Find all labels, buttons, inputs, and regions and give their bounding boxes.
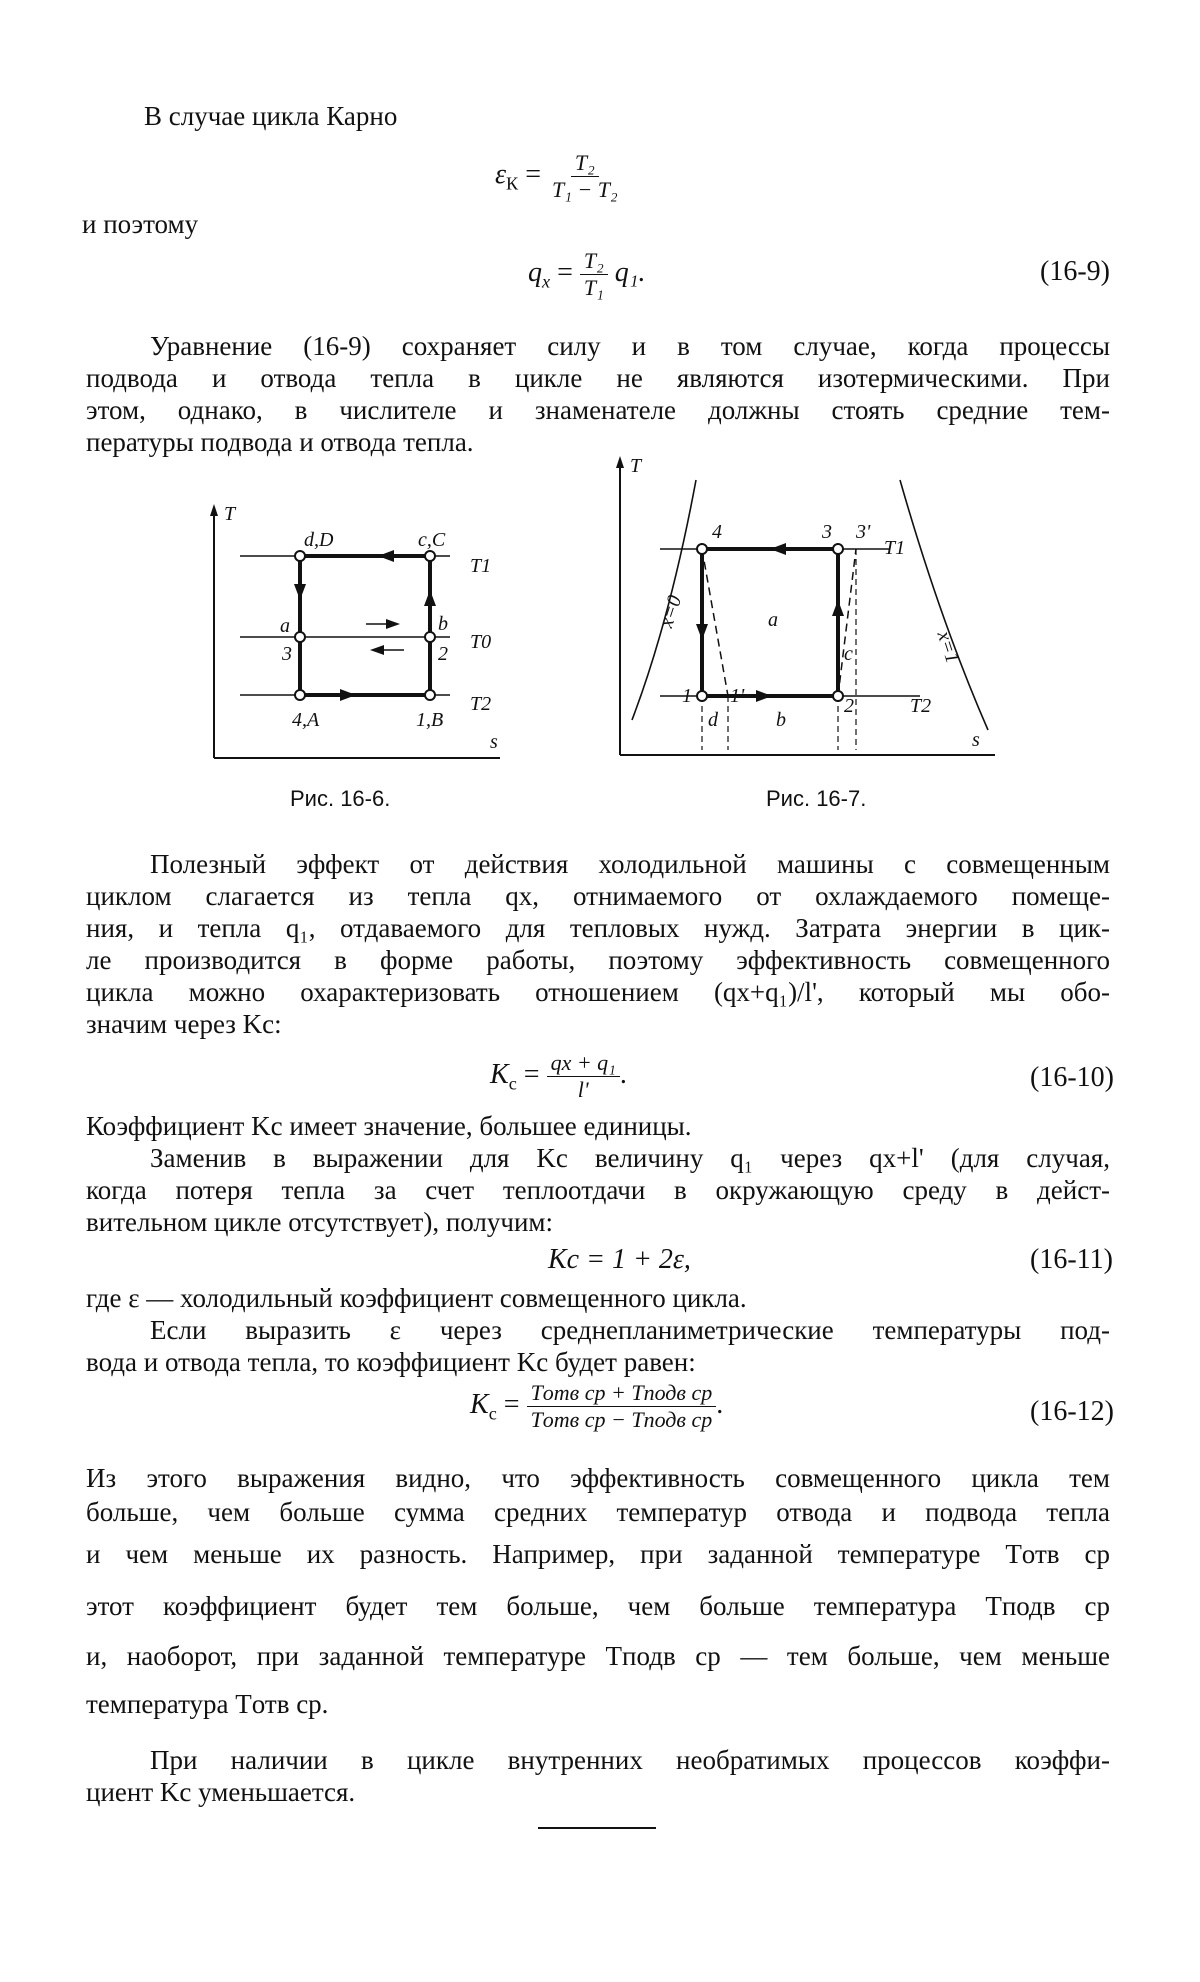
eq-16-9-fraction: [580, 248, 608, 301]
fig7-label-x1: x=1: [932, 628, 964, 666]
fig7-label-3: 3: [822, 521, 832, 543]
fig7-label-a: a: [768, 609, 778, 631]
eq-16-10-end: .: [619, 1058, 627, 1090]
eq-carnot-lhs: ε: [495, 158, 507, 190]
eq-16-9-equals: =: [557, 256, 573, 288]
eq-carnot-lhs-sub: К: [506, 173, 519, 194]
fig6-label-t: T: [224, 503, 236, 525]
fig7-label-2: 2: [844, 695, 854, 717]
para4-line: вительном цикле отсутствует), получим:: [86, 1207, 554, 1237]
eq-16-9-lhs: q: [528, 256, 542, 288]
fig6-label-T1: T1: [470, 555, 492, 577]
fig6-label-cC: c,C: [418, 529, 446, 551]
equation-16-11: Kс = 1 + 2ε,: [548, 1244, 691, 1275]
para4-line: Заменив в выражении для Kс величину q₁ через qx+l' (для случая,: [150, 1143, 1110, 1173]
fig7-label-d: d: [708, 709, 718, 731]
figure-16-6: [200, 500, 520, 780]
fig6-label-3: 3: [282, 643, 292, 665]
fig6-label-2: 2: [438, 643, 448, 665]
figure-16-7-caption: Рис. 16-7.: [766, 786, 867, 811]
para7-line: и, наоборот, при заданной температуре Tподв ср — тем больше, чем меньше: [86, 1641, 1110, 1671]
para1-line: подвода и отвода тепла в цикле не являются изотермическими. При: [86, 363, 1110, 393]
fig7-label-c: c: [844, 643, 853, 665]
figure-16-7: [600, 450, 1020, 780]
eq-carnot-fraction: [548, 150, 622, 203]
eq-16-12-fraction: [527, 1380, 717, 1433]
fig7-label-4: 4: [712, 521, 722, 543]
fig7-axis-t-arrow: [616, 456, 624, 468]
eq-16-12-numerator: Tотв ср + Tподв ср: [527, 1380, 717, 1407]
equation-carnot: [495, 150, 622, 203]
eq-16-12-equals: =: [503, 1388, 520, 1420]
para2-line: значим через Kс:: [86, 1009, 282, 1039]
eq-16-10-lhs: K: [490, 1058, 509, 1090]
para7-line: больше, чем больше сумма средних температур отвода и подвода тепла: [86, 1497, 1110, 1527]
para2-line: ле производится в форме работы, поэтому эффективность совмещенного: [86, 945, 1110, 975]
fig7-label-T1: T1: [884, 537, 906, 559]
para8-line: циент Kс уменьшается.: [86, 1777, 356, 1807]
para7-line: температура Tотв ср.: [86, 1689, 329, 1719]
equation-16-12: [470, 1380, 723, 1433]
eq-carnot-equals: =: [525, 158, 541, 190]
eq-16-11-number: (16-11): [1030, 1244, 1113, 1275]
para7-line: и чем меньше их разность. Например, при заданной температуре Tотв ср: [86, 1539, 1110, 1569]
para2-line: Полезный эффект от действия холодильной машины с совмещенным: [150, 849, 1110, 879]
fig7-label-1: 1: [682, 685, 692, 707]
fig7-label-b: b: [776, 709, 786, 731]
fig6-label-dD: d,D: [304, 529, 334, 551]
eq-16-10-lhs-sub: с: [508, 1073, 517, 1094]
para4-line: когда потеря тепла за счет теплоотдачи в окружающую среду в дейст-: [86, 1175, 1110, 1205]
equation-16-9: [528, 248, 646, 301]
eq-16-12-denominator: Tотв ср − Tподв ср: [530, 1407, 713, 1432]
fig6-label-b: b: [438, 613, 448, 635]
fig7-label-s: s: [972, 729, 980, 751]
para2-line: цикла можно охарактеризовать отношением (qx+q₁)/l', который мы обо-: [86, 977, 1110, 1007]
eq-16-9-numerator: T₂: [580, 248, 608, 275]
fig7-label-T2: T2: [910, 695, 932, 717]
eq-carnot-denominator: T₁ − T₂: [551, 177, 618, 202]
fig7-label-t: T: [630, 455, 642, 477]
eq-16-12-lhs: K: [470, 1388, 489, 1420]
figure-16-6-caption: Рис. 16-6.: [290, 786, 391, 811]
fig6-label-s: s: [490, 731, 498, 753]
fig6-label-1B: 1,B: [416, 709, 444, 731]
fig6-label-a: a: [280, 615, 290, 637]
eq-16-9-number: (16-9): [1040, 256, 1110, 287]
para6-line: вода и отвода тепла, то коэффициент Kс будет равен:: [86, 1347, 696, 1377]
intro-carnot-line: В случае цикла Карно: [144, 101, 398, 131]
para1-line: Уравнение (16-9) сохраняет силу и в том случае, когда процессы: [150, 331, 1110, 361]
para7-line: этот коэффициент будет тем больше, чем больше температура Tподв ср: [86, 1591, 1110, 1621]
fig6-label-T2: T2: [470, 693, 492, 715]
eq-16-9-rhs: q₁.: [614, 256, 646, 288]
eq-16-12-number: (16-12): [1030, 1396, 1114, 1427]
para8-line: При наличии в цикле внутренних необратимых процессов коэффи-: [150, 1745, 1110, 1775]
intro-therefore: и поэтому: [82, 209, 199, 239]
para6-line: Если выразить ε через среднепланиметрические температуры под-: [150, 1315, 1110, 1345]
eq-16-10-number: (16-10): [1030, 1062, 1114, 1093]
fig6-axis-t-arrow: [210, 504, 218, 516]
fig6-label-4A: 4,A: [292, 709, 320, 731]
eq-16-9-denominator: T₁: [583, 275, 604, 300]
para3: Коэффициент Kс имеет значение, большее единицы.: [86, 1111, 692, 1141]
end-rule: [538, 1827, 656, 1829]
eq-16-10-denominator: l': [577, 1077, 589, 1102]
fig7-label-x0: x=0: [655, 592, 687, 631]
fig6-label-T0: T0: [470, 631, 492, 653]
equation-16-10: [490, 1050, 627, 1103]
eq-carnot-numerator: T₂: [571, 150, 599, 177]
para2-line: ния, и тепла q₁, отдаваемого для тепловых нужд. Затрата энергии в цик-: [86, 913, 1110, 943]
para5: где ε — холодильный коэффициент совмещенного цикла.: [86, 1283, 747, 1313]
fig7-label-1p: 1': [730, 685, 745, 707]
para1-line: этом, однако, в числителе и знаменателе должны стоять средние тем-: [86, 395, 1110, 425]
eq-16-9-lhs-sub: x: [542, 271, 551, 292]
para1-line: пературы подвода и отвода тепла.: [86, 427, 474, 457]
eq-16-10-numerator: qx + q₁: [547, 1050, 620, 1077]
para7-line: Из этого выражения видно, что эффективность совмещенного цикла тем: [86, 1463, 1110, 1493]
eq-16-10-equals: =: [523, 1058, 540, 1090]
eq-16-12-end: .: [716, 1388, 724, 1420]
fig7-label-3p: 3': [856, 521, 871, 543]
eq-16-10-fraction: [547, 1050, 620, 1103]
eq-16-12-lhs-sub: с: [488, 1403, 497, 1424]
para2-line: циклом слагается из тепла qx, отнимаемого от охлаждаемого помеще-: [86, 881, 1110, 911]
